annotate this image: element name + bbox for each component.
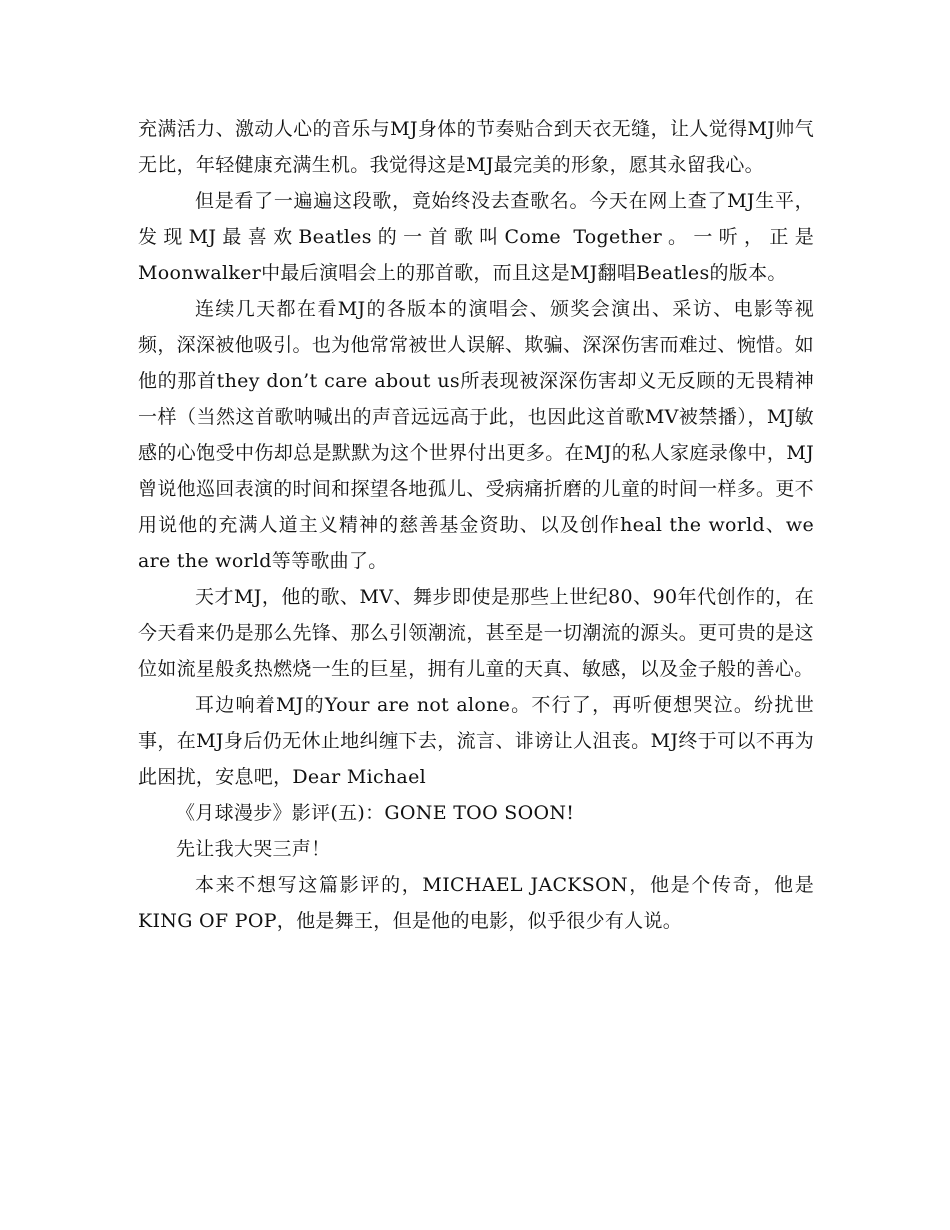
paragraph-cry: 先让我大哭三声！ — [176, 838, 331, 860]
document-body — [138, 111, 814, 939]
paragraph-intro: 本来不想写这篇影评的，MICHAEL JACKSON，他是个传奇，他是KING OF POP，他是舞王，但是他的电影，似乎很少有人说。 — [138, 874, 814, 932]
paragraph-genius: 天才MJ，他的歌、MV、舞步即使是那些上世纪80、90年代创作的，在今天看来仍是那么先锋、那么引领潮流，甚至是一切潮流的源头。更可贵的是这位如流星般炙热燃烧一生的巨星，拥有儿童的天真、敏感，以及金子般的善心。 — [138, 586, 814, 680]
section-heading: 《月球漫步》影评(五)：GONE TOO SOON! — [176, 802, 575, 824]
paragraph-videos: 连续几天都在看MJ的各版本的演唱会、颁奖会演出、采访、电影等视频，深深被他吸引。也为他常常被世人误解、欺骗、深深伤害而难过、惋惜。如他的那首they don’t care about us所表现被深深伤害却义无反顾的无畏精神一样（当然这首歌呐喊出的声音远远高于此，也因此这首歌MV被禁播），MJ敏感的心饱受中伤却总是默默为这个世界付出更多。在MJ的私人家庭录像中，MJ曾说他巡回表演的时间和探望各地孤儿、受病痛折磨的儿童的时间一样多。更不用说他的充满人道主义精神的慈善基金资助、以及创作heal the world、we are the world等等歌曲了。 — [138, 298, 814, 572]
paragraph-not-alone: 耳边响着MJ的Your are not alone。不行了，再听便想哭泣。纷扰世事，在MJ身后仍无休止地纠缠下去，流言、诽谤让人沮丧。MJ终于可以不再为此困扰，安息吧，Dear Michael — [138, 694, 814, 788]
paragraph-continuation: 充满活力、激动人心的音乐与MJ身体的节奏贴合到天衣无缝，让人觉得MJ帅气无比，年轻健康充满生机。我觉得这是MJ最完美的形象，愿其永留我心。 — [138, 118, 814, 176]
paragraph-come-together: 但是看了一遍遍这段歌，竟始终没去查歌名。今天在网上查了MJ生平，发现MJ最喜欢Beatles的一首歌叫Come Together。一听，正是Moonwalker中最后演唱会上的那首歌，而且这是MJ翻唱Beatles的版本。 — [138, 190, 814, 284]
